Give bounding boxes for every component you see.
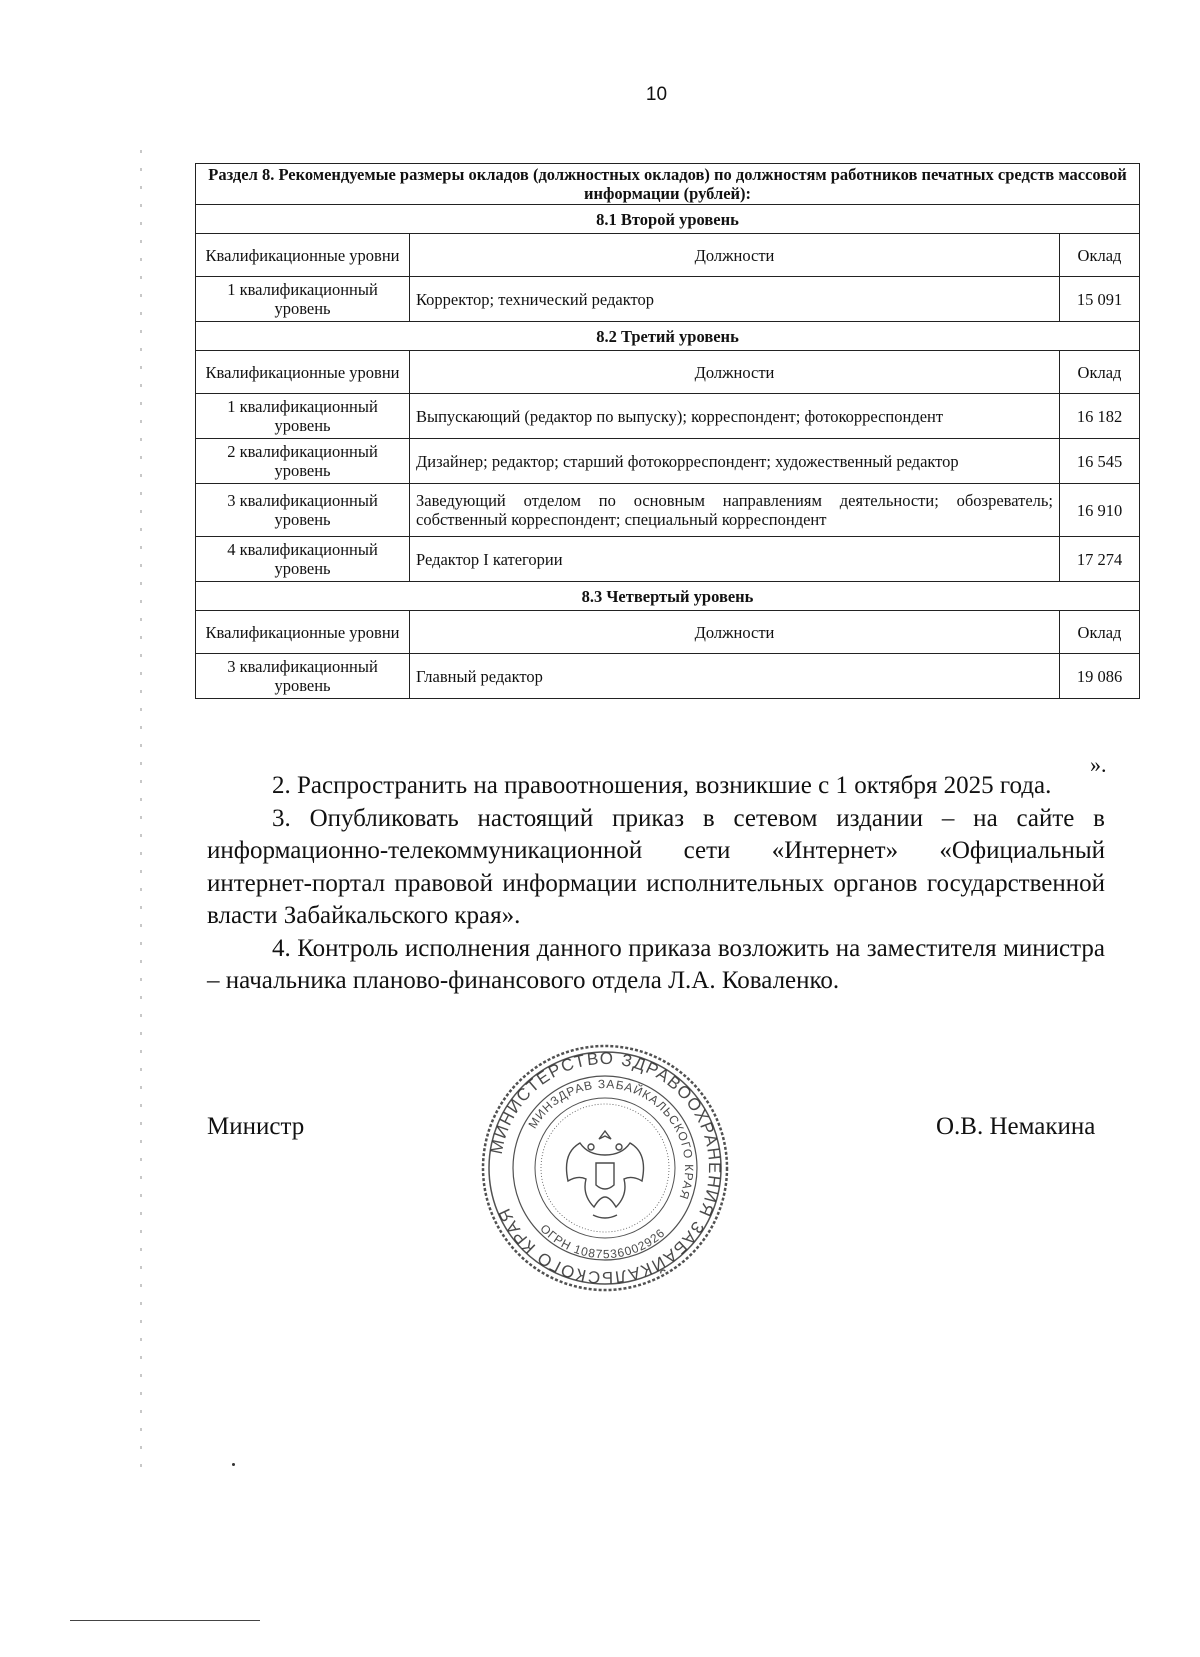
- svg-text:ОГРН 1087536002926: [537, 1221, 668, 1261]
- salary-cell: 17 274: [1060, 537, 1140, 582]
- table-header-row: [196, 611, 1140, 654]
- header-positions: Должности: [410, 611, 1060, 654]
- level-cell: 2 квалификационный уровень: [196, 439, 410, 484]
- table-row: [196, 394, 1140, 439]
- signatory-name: О.В. Немакина: [936, 1113, 1096, 1140]
- table-row: [196, 654, 1140, 699]
- salary-cell: 16 182: [1060, 394, 1140, 439]
- positions-cell: Редактор I категории: [410, 537, 1060, 582]
- table-row: [196, 537, 1140, 582]
- group-title: 8.1 Второй уровень: [196, 205, 1140, 234]
- official-seal: [480, 1043, 730, 1293]
- header-salary: Оклад: [1060, 611, 1140, 654]
- table-header-row: [196, 351, 1140, 394]
- header-level: Квалификационные уровни: [196, 351, 410, 394]
- level-cell: 4 квалификационный уровень: [196, 537, 410, 582]
- paragraph-3: 3. Опубликовать настоящий приказ в сетевом издании – на сайте в информационно-телекоммуникационной сети «Интернет» «Официальный интернет-портал правовой информации исполнительных органов государственной власти Забайкальского края».: [207, 804, 1105, 929]
- salary-cell: 16 545: [1060, 439, 1140, 484]
- positions-cell: Заведующий отделом по основным направлениям деятельности; обозреватель; собственный корреспондент; специальный корреспондент: [410, 484, 1060, 537]
- positions-cell: Выпускающий (редактор по выпуску); корреспондент; фотокорреспондент: [410, 394, 1060, 439]
- signatory-title: Министр: [207, 1113, 305, 1140]
- salary-cell: 19 086: [1060, 654, 1140, 699]
- section-title: Раздел 8. Рекомендуемые размеры окладов (должностных окладов) по должностям работников печатных средств массовой информации (рублей):: [196, 164, 1140, 205]
- header-positions: Должности: [410, 351, 1060, 394]
- table-row: [196, 484, 1140, 537]
- header-salary: Оклад: [1060, 351, 1140, 394]
- paragraph-2: 2. Распространить на правоотношения, возникшие с 1 октября 2025 года.: [272, 772, 1052, 799]
- salary-cell: 16 910: [1060, 484, 1140, 537]
- salary-table: [195, 163, 1140, 699]
- seal-inner-text: МИНЗДРАВ ЗАБАЙКАЛЬСКОГО КРАЯ: [525, 1076, 697, 1202]
- closing-quote: ».: [1090, 752, 1107, 777]
- level-cell: 1 квалификационный уровень: [196, 277, 410, 322]
- table-row: [196, 439, 1140, 484]
- paragraph-4: 4. Контроль исполнения данного приказа возложить на заместителя министра – начальника планово-финансового отдела Л.А. Коваленко.: [207, 934, 1105, 994]
- seal-outer-text: МИНИСТЕРСТВО ЗДРАВООХРАНЕНИЯ ЗАБАЙКАЛЬСКОГО КРАЯ: [486, 1048, 725, 1288]
- footer-rule: [70, 1620, 260, 1621]
- coat-of-arms-icon: [567, 1131, 644, 1218]
- scan-artifact: [232, 1463, 235, 1466]
- table-row: [196, 277, 1140, 322]
- page-number: 10: [645, 84, 668, 105]
- table-header-row: [196, 234, 1140, 277]
- binding-marks: [140, 150, 142, 1480]
- level-cell: 3 квалификационный уровень: [196, 484, 410, 537]
- group-title: 8.3 Четвертый уровень: [196, 582, 1140, 611]
- positions-cell: Главный редактор: [410, 654, 1060, 699]
- level-cell: 1 квалификационный уровень: [196, 394, 410, 439]
- order-paragraphs: [207, 770, 1105, 998]
- header-level: Квалификационные уровни: [196, 234, 410, 277]
- level-cell: 3 квалификационный уровень: [196, 654, 410, 699]
- positions-cell: Корректор; технический редактор: [410, 277, 1060, 322]
- seal-ogrn: ОГРН 1087536002926: [537, 1221, 668, 1262]
- positions-cell: Дизайнер; редактор; старший фотокорреспондент; художественный редактор: [410, 439, 1060, 484]
- salary-cell: 15 091: [1060, 277, 1140, 322]
- header-salary: Оклад: [1060, 234, 1140, 277]
- header-positions: Должности: [410, 234, 1060, 277]
- header-level: Квалификационные уровни: [196, 611, 410, 654]
- group-title: 8.2 Третий уровень: [196, 322, 1140, 351]
